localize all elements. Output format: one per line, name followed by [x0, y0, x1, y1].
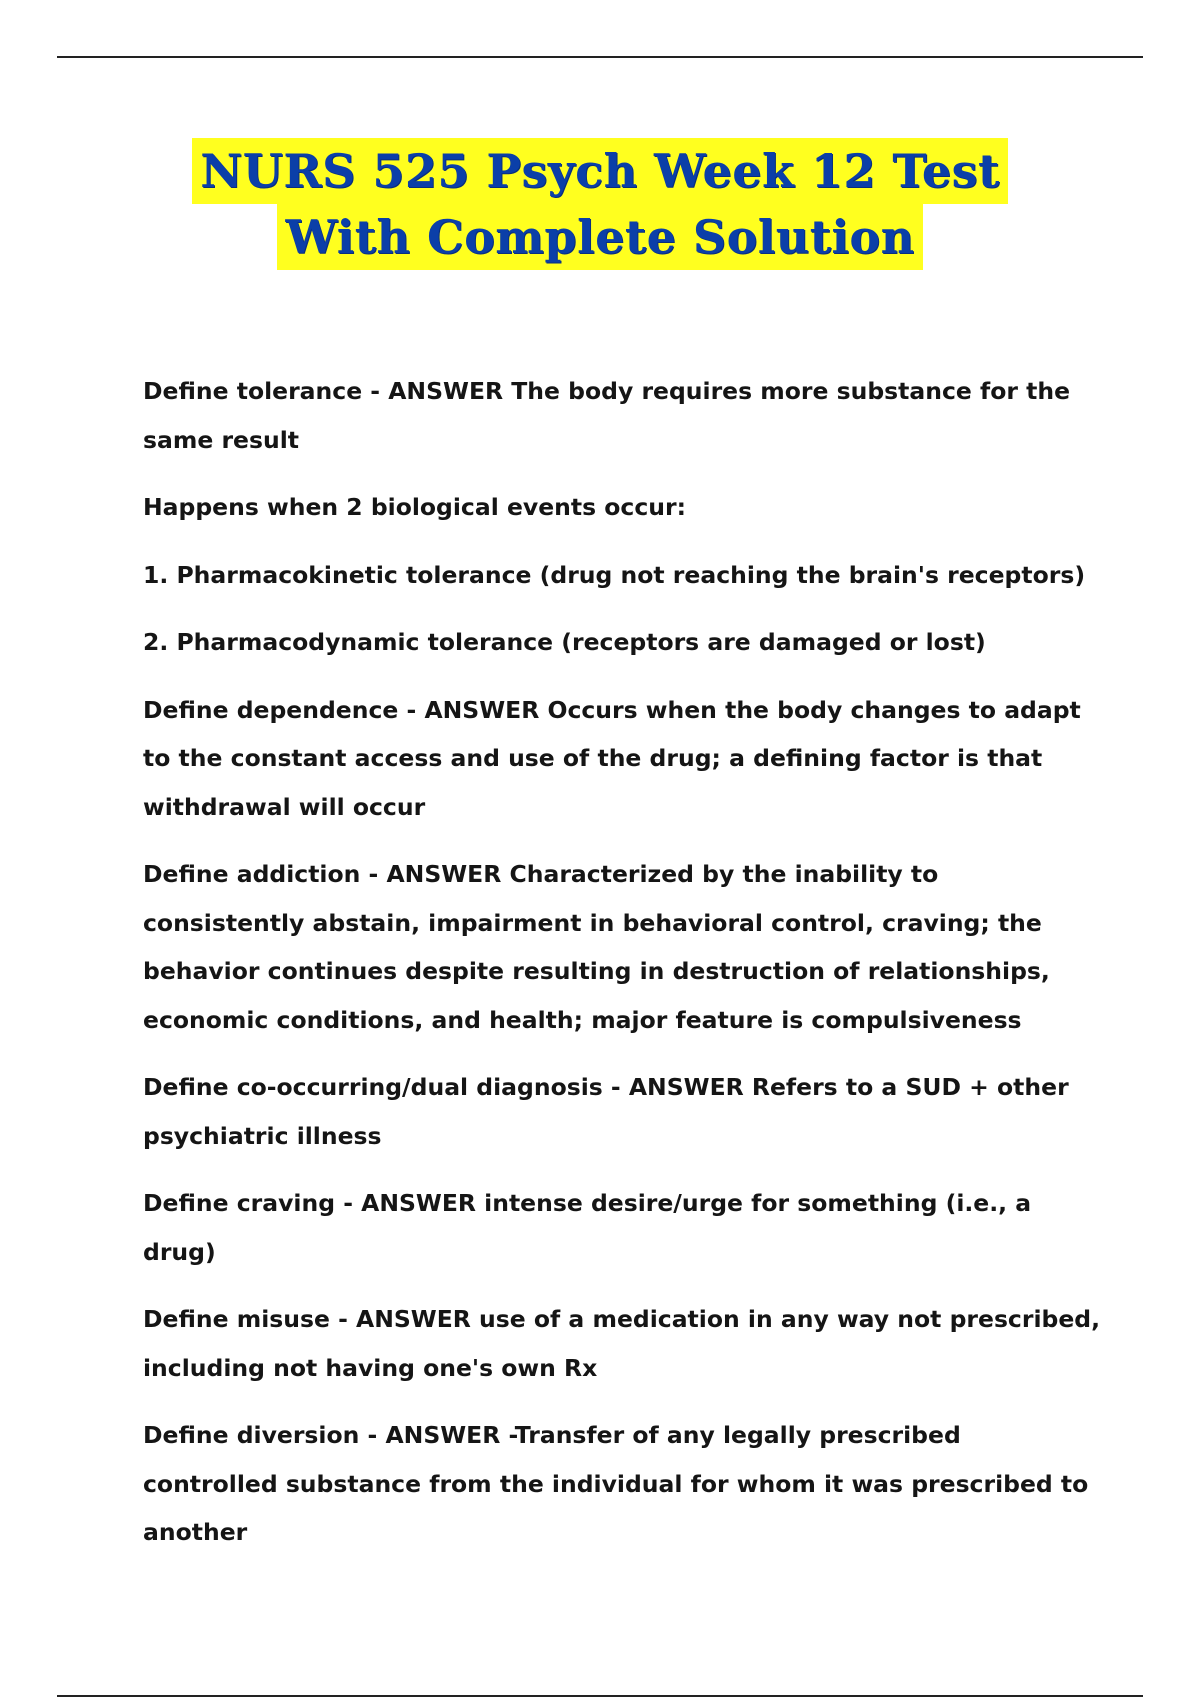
- paragraph-dependence: Define dependence - ANSWER Occurs when the body changes to adapt to the constant access and use of the drug; a defining factor is that withdrawal will occur: [143, 695, 1081, 821]
- paragraph-pharmacokinetic: 1. Pharmacokinetic tolerance (drug not reaching the brain's receptors): [143, 560, 1086, 589]
- paragraph-pharmacodynamic: 2. Pharmacodynamic tolerance (receptors are damaged or lost): [143, 628, 986, 656]
- paragraph-dual-diagnosis: Define co-occurring/dual diagnosis - ANSWER Refers to a SUD + other psychiatric illness: [143, 1073, 1069, 1150]
- paragraph-diversion: Define diversion - ANSWER -Transfer of any legally prescribed controlled substance from the individual for whom it was prescribed to another: [143, 1421, 1089, 1546]
- paragraph-addiction: Define addiction - ANSWER Characterized by the inability to consistently abstain, impairment in behavioral control, craving; the behavior continues despite resulting in destruction of relationships, economic conditions, and health; major feature is compulsiveness: [143, 860, 1050, 1034]
- paragraph-craving: Define craving - ANSWER intense desire/urge for something (i.e., a drug): [143, 1189, 1032, 1266]
- title-line-1: NURS 525 Psych Week 12 Test: [192, 138, 1008, 204]
- paragraph-tolerance: Define tolerance - ANSWER The body requires more substance for the same result: [143, 377, 1071, 454]
- title-line-2: With Complete Solution: [277, 204, 922, 270]
- header-divider: [57, 56, 1143, 58]
- paragraph-misuse: Define misuse - ANSWER use of a medication in any way not prescribed, including not having one's own Rx: [143, 1305, 1101, 1382]
- document-title: [0, 138, 1200, 270]
- footer-divider: [57, 1695, 1143, 1697]
- document-body: [143, 367, 1103, 1576]
- paragraph-biological-events: Happens when 2 biological events occur:: [143, 493, 687, 521]
